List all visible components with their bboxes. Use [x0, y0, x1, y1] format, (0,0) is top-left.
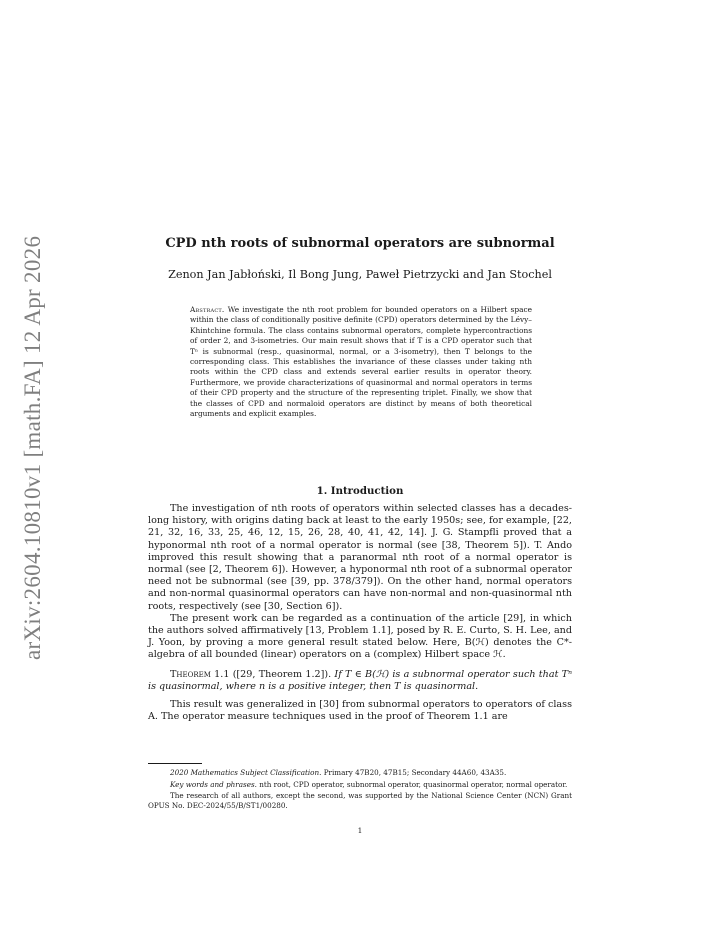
- arxiv-identifier-stamp: arXiv:2604.10810v1 [math.FA] 12 Apr 2026: [20, 235, 45, 660]
- introduction-body: [148, 503, 572, 723]
- theorem-label: Theorem 1.1: [170, 668, 230, 680]
- theorem-statement: If T ∈ B(ℋ) is a subnormal operator such that Tⁿ is quasinormal, where n is a positive integer, then T is quasinormal.: [148, 668, 572, 692]
- keywords-label: Key words and phrases.: [170, 779, 257, 789]
- footnote-funding: The research of all authors, except the second, was supported by the National Science Center (NCN) Grant OPUS No. DEC-2024/55/B/ST1/00280.: [148, 791, 572, 810]
- keywords-text: nth root, CPD operator, subnormal operator, quasinormal operator, normal operator.: [259, 779, 568, 789]
- paper-authors: Zenon Jan Jabłoński, Il Bong Jung, Paweł Pietrzycki and Jan Stochel: [168, 268, 552, 281]
- paragraph-1: The investigation of nth roots of operators within selected classes has a decades-long history, with origins dating back at least to the early 1950s; see, for example, [22, 21, 32, 16, 33, 25, 46, 12, 15, 26, 28, 40, 41, 42, 14]. J. G. Stampfli proved that a hyponormal nth root of a normal operator is normal (see [38, Theorem 5]). T. Ando improved this result showing that a paranormal nth root of a normal operator is normal (see [2, Theorem 6]). However, a hyponormal nth root of a subnormal operator need not be subnormal (see [39, pp. 378/379]). On the other hand, normal operators and non-normal quasinormal operators can have non-normal and non-quasinormal nth roots, respectively (see [30, Section 6]).: [148, 503, 572, 612]
- theorem-reference: ([29, Theorem 1.2]).: [232, 668, 332, 680]
- paragraph-2: The present work can be regarded as a continuation of the article [29], in which the authors solved affirmatively [13, Problem 1.1], posed by R. E. Curto, S. H. Lee, and J. Yoon, by proving a more general result stated below. Here, B(ℋ) denotes the C*-algebra of all bounded (linear) operators on a (complex) Hilbert space ℋ.: [148, 612, 572, 661]
- msc-text: Primary 47B20, 47B15; Secondary 44A60, 43A35.: [323, 768, 507, 777]
- abstract-label: Abstract.: [190, 305, 225, 314]
- section-heading-introduction: 1. Introduction: [316, 485, 404, 497]
- footnote-keywords: [148, 780, 572, 790]
- paper-title: CPD nth roots of subnormal operators are subnormal: [165, 236, 555, 251]
- footnote-divider: [148, 763, 202, 764]
- msc-label: 2020 Mathematics Subject Classification.: [170, 768, 322, 777]
- abstract: [190, 305, 532, 419]
- footnote-msc: [148, 768, 572, 778]
- theorem-1-1: [148, 669, 572, 693]
- abstract-text: We investigate the nth root problem for bounded operators on a Hilbert space within the class of conditionally positive definite (CPD) operators determined by the Lévy–Khintchine formula. The class contains subnormal operators, complete hypercontractions of order 2, and 3-isometries. Our main result shows that if T is a CPD operator such that Tⁿ is subnormal (resp., quasinormal, normal, or a 3-isometry), then T belongs to the corresponding class. This establishes the invariance of these classes under taking nth roots within the CPD class and extends several earlier results in operator theory. Furthermore, we provide characterizations of quasinormal and normal operators in terms of their CPD property and the structure of the representing triplet. Finally, we show that the classes of CPD and normaloid operators are distinct by means of both theoretical arguments and explicit examples.: [190, 305, 532, 419]
- paragraph-3: This result was generalized in [30] from subnormal operators to operators of class A. The operator measure techniques used in the proof of Theorem 1.1 are: [148, 699, 572, 723]
- footnotes: [148, 768, 572, 812]
- page-number: 1: [357, 826, 363, 835]
